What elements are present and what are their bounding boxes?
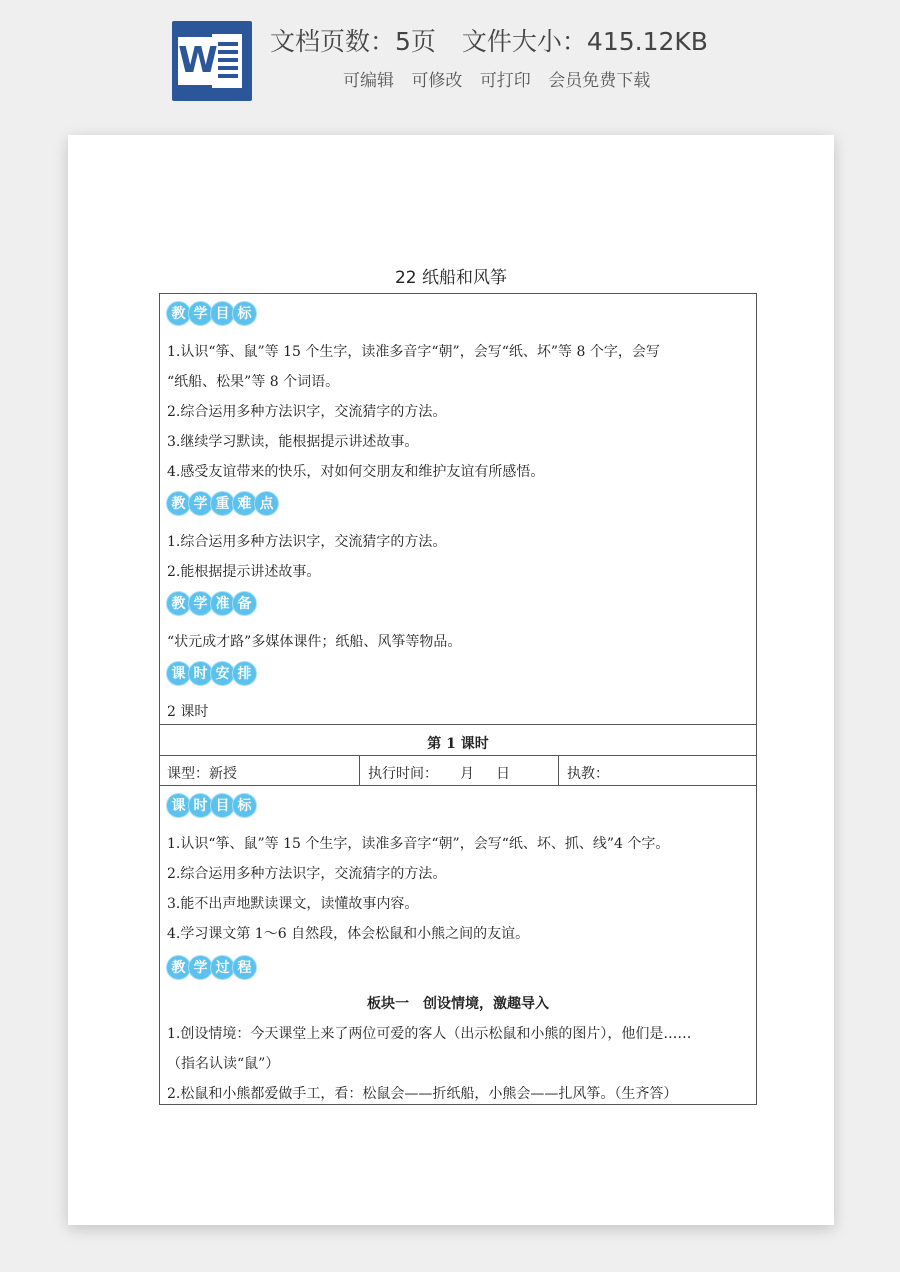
key-point-line: 1.综合运用多种方法识字，交流猜字的方法。 [167, 534, 447, 550]
feature-member-download[interactable]: 会员免费下载 [548, 71, 651, 91]
badge-key-points: 教 学 重 难 点 [166, 491, 276, 517]
block-title: 板块一 创设情境，激趣导入 [367, 996, 549, 1012]
divider [558, 755, 559, 785]
objective-line: 4.学习课文第 1～6 自然段，体会松鼠和小熊之间的友谊。 [167, 926, 530, 942]
schedule-line: 2 课时 [167, 704, 209, 720]
execution-time: 执行时间： 月 日 [368, 766, 510, 782]
badge-teaching-process: 教 学 过 程 [166, 955, 254, 981]
process-line: 1.创设情境：今天课堂上来了两位可爱的客人（出示松鼠和小熊的图片），他们是…… [167, 1026, 692, 1042]
goal-line: 4.感受友谊带来的快乐，对如何交朋友和维护友谊有所感悟。 [167, 464, 545, 480]
divider [160, 724, 756, 725]
teacher-label: 执教： [567, 766, 609, 782]
month-label: 月 [460, 766, 474, 782]
badge-schedule: 课 时 安 排 [166, 661, 254, 687]
divider [359, 755, 360, 785]
badge-teaching-goals: 教 学 目 标 [166, 301, 254, 327]
goal-line: “纸船、松果”等 8 个词语。 [167, 374, 340, 390]
key-point-line: 2.能根据提示讲述故事。 [167, 564, 321, 580]
objective-line: 3.能不出声地默读课文，读懂故事内容。 [167, 896, 419, 912]
page-title: 22 纸船和风筝 [394, 268, 508, 288]
process-line: 2.松鼠和小熊都爱做手工，看：松鼠会——折纸船，小熊会——扎风筝。（生齐答） [167, 1086, 678, 1102]
divider [160, 755, 756, 756]
feature-modifiable: 可修改 [411, 71, 463, 91]
file-size: 文件大小：415.12KB [461, 27, 708, 56]
goal-line: 2.综合运用多种方法识字，交流猜字的方法。 [167, 404, 447, 420]
objective-line: 2.综合运用多种方法识字，交流猜字的方法。 [167, 866, 447, 882]
goal-line: 3.继续学习默读，能根据提示讲述故事。 [167, 434, 419, 450]
day-label: 日 [496, 766, 510, 782]
word-letter: W [178, 37, 218, 85]
page-count: 文档页数：5页 [270, 27, 436, 56]
document-page [68, 135, 834, 1225]
feature-editable: 可编辑 [343, 71, 394, 91]
file-info [270, 22, 708, 58]
lesson-type: 课型：新授 [167, 766, 237, 782]
divider [160, 785, 756, 786]
feature-list [343, 66, 658, 91]
preparation-line: “状元成才路”多媒体课件；纸船、风筝等物品。 [167, 634, 462, 650]
badge-preparation: 教 学 准 备 [166, 591, 254, 617]
lesson-plan-table [159, 293, 757, 1105]
feature-printable: 可打印 [479, 71, 531, 91]
badge-lesson-objectives: 课 时 目 标 [166, 793, 254, 819]
word-document-icon [172, 21, 252, 101]
download-banner [0, 0, 900, 118]
lesson-heading: 第 1 课时 [427, 736, 489, 752]
goal-line: 1.认识“筝、鼠”等 15 个生字，读准多音字“朝”，会写“纸、坏”等 8 个字，会写 [167, 344, 660, 360]
process-line: （指名认读“鼠”） [167, 1056, 280, 1072]
objective-line: 1.认识“筝、鼠”等 15 个生字，读准多音字“朝”，会写“纸、坏、抓、线”4 个字。 [167, 836, 670, 852]
